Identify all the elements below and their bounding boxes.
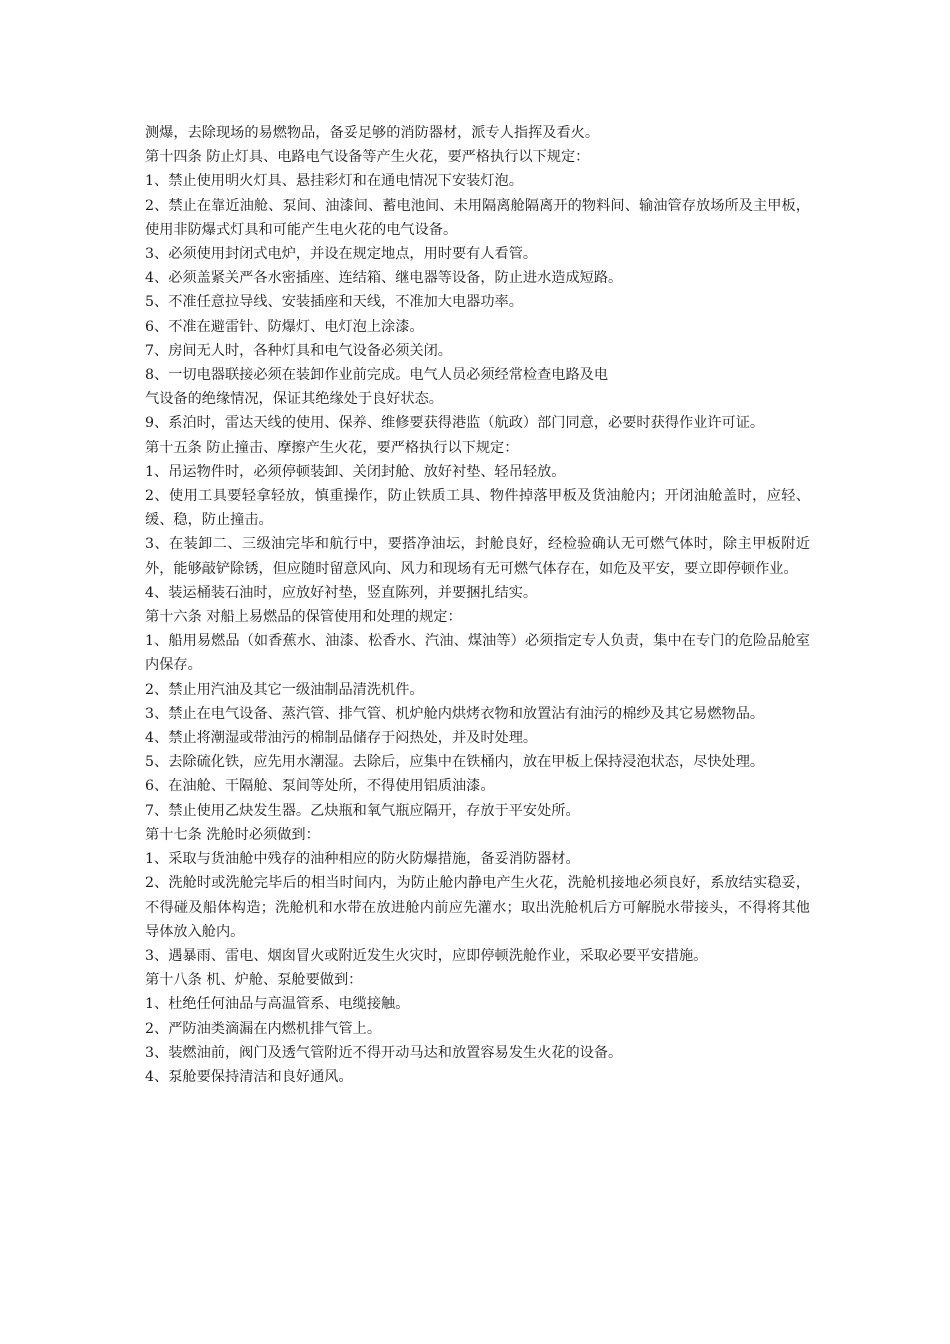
text-line: 9、系泊时，雷达天线的使用、保养、维修要获得港监（航政）部门同意，必要时获得作业许可证。	[145, 415, 765, 432]
document-body	[145, 121, 810, 1089]
article-heading: 第十七条 洗舱时必须做到：	[145, 826, 320, 843]
text-line: 7、禁止使用乙炔发生器。乙炔瓶和氧气瓶应隔开，存放于平安处所。	[145, 802, 580, 819]
text-line: 2、使用工具要轻拿轻放，慎重操作，防止铁质工具、物件掉落甲板及货油舱内；开闭油舱盖时，应轻、缓、稳，防止撞击。	[145, 488, 810, 529]
text-line: 3、禁止在电气设备、蒸汽管、排气管、机炉舱内烘烤衣物和放置沾有油污的棉纱及其它易燃物品。	[145, 705, 765, 722]
article-heading: 第十八条 机、炉舱、泵舱要做到：	[145, 972, 363, 989]
text-line: 4、禁止将潮湿或带油污的棉制品储存于闷热处，并及时处理。	[145, 730, 538, 747]
text-line: 7、房间无人时，各种灯具和电气设备必须关闭。	[145, 342, 452, 359]
text-line: 5、去除硫化铁，应先用水潮湿。去除后，应集中在铁桶内，放在甲板上保持浸泡状态，尽快处理。	[145, 754, 765, 771]
article-heading: 第十五条 防止撞击、摩擦产生火花，要严格执行以下规定：	[145, 439, 519, 456]
text-line: 5、不准任意拉导线、安装插座和天线，不准加大电器功率。	[145, 294, 523, 311]
text-line: 气设备的绝缘情况，保证其绝缘处于良好状态。	[145, 391, 443, 408]
text-line: 3、必须使用封闭式电炉，并设在规定地点，用时要有人看管。	[145, 246, 538, 263]
text-line: 2、禁止在靠近油舱、泵间、油漆间、蓄电池间、未用隔离舱隔离开的物料间、输油管存放场所及主甲板，使用非防爆式灯具和可能产生电火花的电气设备。	[145, 197, 810, 238]
text-line: 2、洗舱时或洗舱完毕后的相当时间内，为防止舱内静电产生火花，洗舱机接地必须良好，系放结实稳妥，不得碰及船体构造；洗舱机和水带在放进舱内前应先灌水；取出洗舱机后方可解脱水带接头，不得将其他导体放入舱内。	[145, 875, 810, 940]
text-line: 1、采取与货油舱中残存的油种相应的防火防爆措施，备妥消防器材。	[145, 851, 580, 868]
text-line: 6、在油舱、干隔舱、泵间等处所，不得使用铝质油漆。	[145, 778, 495, 795]
text-line: 4、泵舱要保持清洁和良好通风。	[145, 1068, 353, 1085]
text-line: 3、遇暴雨、雷电、烟囱冒火或附近发生火灾时，应即停顿洗舱作业，采取必要平安措施。	[145, 947, 708, 964]
text-line: 8、一切电器联接必须在装卸作业前完成。电气人员必须经常检查电路及电	[145, 367, 609, 384]
text-line: 1、杜绝任何油品与高温管系、电缆接触。	[145, 996, 410, 1013]
text-line: 4、必须盖紧关严各水密插座、连结箱、继电器等设备，防止进水造成短路。	[145, 270, 623, 287]
text-line: 3、在装卸二、三级油完毕和航行中，要搭净油坛，封舱良好，经检验确认无可燃气体时，除主甲板附近外，能够敲铲除锈，但应随时留意风向、风力和现场有无可燃气体存在，如危及平安，要立即停顿作业。	[145, 536, 810, 577]
text-line: 1、禁止使用明火灯具、悬挂彩灯和在通电情况下安装灯泡。	[145, 173, 523, 190]
text-line: 2、严防油类滴漏在内燃机排气管上。	[145, 1020, 382, 1037]
article-heading: 第十四条 防止灯具、电路电气设备等产生火花，要严格执行以下规定：	[145, 149, 590, 166]
text-line: 测爆，去除现场的易燃物品，备妥足够的消防器材，派专人指挥及看火。	[145, 125, 600, 141]
text-line: 1、吊运物件时，必须停顿装卸、关闭封舱、放好衬垫、轻吊轻放。	[145, 463, 566, 480]
text-line: 6、不准在避雷针、防爆灯、电灯泡上涂漆。	[145, 318, 424, 335]
text-line: 3、装燃油前，阀门及透气管附近不得开动马达和放置容易发生火花的设备。	[145, 1044, 623, 1061]
text-line: 1、船用易燃品（如香蕉水、油漆、松香水、汽油、煤油等）必须指定专人负责，集中在专门的危险品舱室内保存。	[145, 633, 810, 674]
text-line: 4、装运桶装石油时，应放好衬垫，竖直陈列，并要捆扎结实。	[145, 584, 538, 601]
text-line: 2、禁止用汽油及其它一级油制品清洗机件。	[145, 681, 424, 698]
article-heading: 第十六条 对船上易燃品的保管使用和处理的规定：	[145, 609, 462, 626]
